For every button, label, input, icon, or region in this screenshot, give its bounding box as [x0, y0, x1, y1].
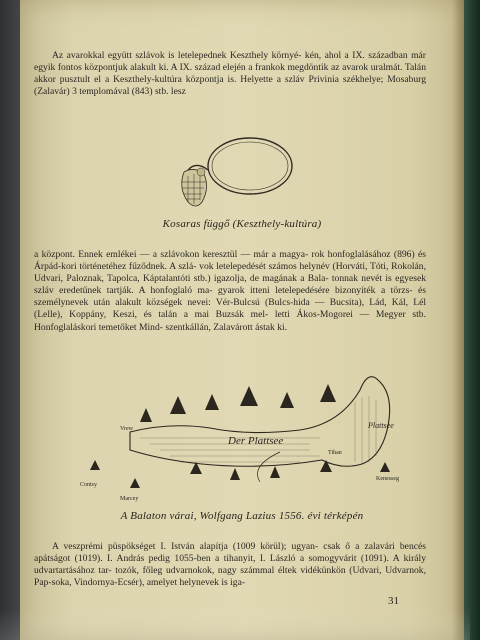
paragraph-hungarian-settlement: a központ. Ennek emlékei — a szlávokon keresztül — már a magya- rok honfoglalásához (896) és Árpád-kori történetéhez fűződnek. A szlá- vok letelepedését számos helynév (Horváti, Tóti, Rokolán, Udvari, Paloznak, Tapolca, Káptalantóti stb.) igazolja, de magának a Bala- tonnak nevét is egyesek szláv eredetűnek tartják. A honfoglaló ma- gyarok itteni letelepedésére bizonyíték a törzs- és személynevek után alakult községek nevei: Vér-Bulcsú (Bulcs-hida — Bucsita), Lád, Kál, Lél (Lelle), Koppány, Keszi, és talán a mai Buzsák mel- letti Ákos-Mogorei — Megyer stb. Honfoglaláskori temetőket Mind- szentkállán, Zalavárott ástak ki. — [34, 249, 426, 333]
basket-earring-illustration — [170, 132, 300, 214]
map-marcey-label: Marcey — [120, 496, 139, 502]
book-cover-edge — [462, 0, 480, 640]
map-title-label: Der Plattsee — [228, 435, 284, 447]
map-kenese-label: Kenesseg — [376, 476, 399, 482]
caption-lazius-map: A Balaton várai, Wolfgang Lazius 1556. évi térképén — [120, 510, 364, 522]
paragraph-avars-slavs: Az avarokkal együtt szlávok is letelepednek Keszthely környé- kén, ahol a IX. században már egyik fontos központjuk alakult ki. A IX. század elején a frankok megdöntik az avarok uralmát. Talán akkor pusztult el a Keszthely-kultúra központja is. Helyette a szláv Privinia székhelye; Mosaburg (Zalavár) 3 templomával (843) stb. lesz — [34, 50, 426, 98]
caption-basket-earring: Kosaras függő (Keszthely-kultúra) — [162, 218, 322, 230]
watermark-band — [0, 608, 470, 640]
map-conty-label: Contsy — [80, 482, 98, 488]
map-tihany-label: Tihan — [328, 450, 342, 456]
map-east-label: Plattsee — [368, 421, 394, 430]
page-number: 31 — [388, 595, 399, 607]
lazius-balaton-map — [80, 362, 420, 502]
map-vrew-label: Vrew — [120, 426, 133, 432]
book-page — [20, 0, 464, 640]
paragraph-veszprem-bishopric: A veszprémi püspökséget I. István alapítja (1009 körül); ugyan- csak ő a zalavári bencés apátságot (1019). I. András pedig 1055-ben a tihanyit, I. László a somogyvárit (1091). A király udvartartásához tar- tozók, főleg udvarnokok, nagy számmal éltek vidékünkön (Udvari, Udvarnok, Pap-soka, Vindornya-Ecsér), amelyet helynevek is iga- — [34, 541, 426, 589]
page-spine-shadow — [452, 0, 464, 640]
